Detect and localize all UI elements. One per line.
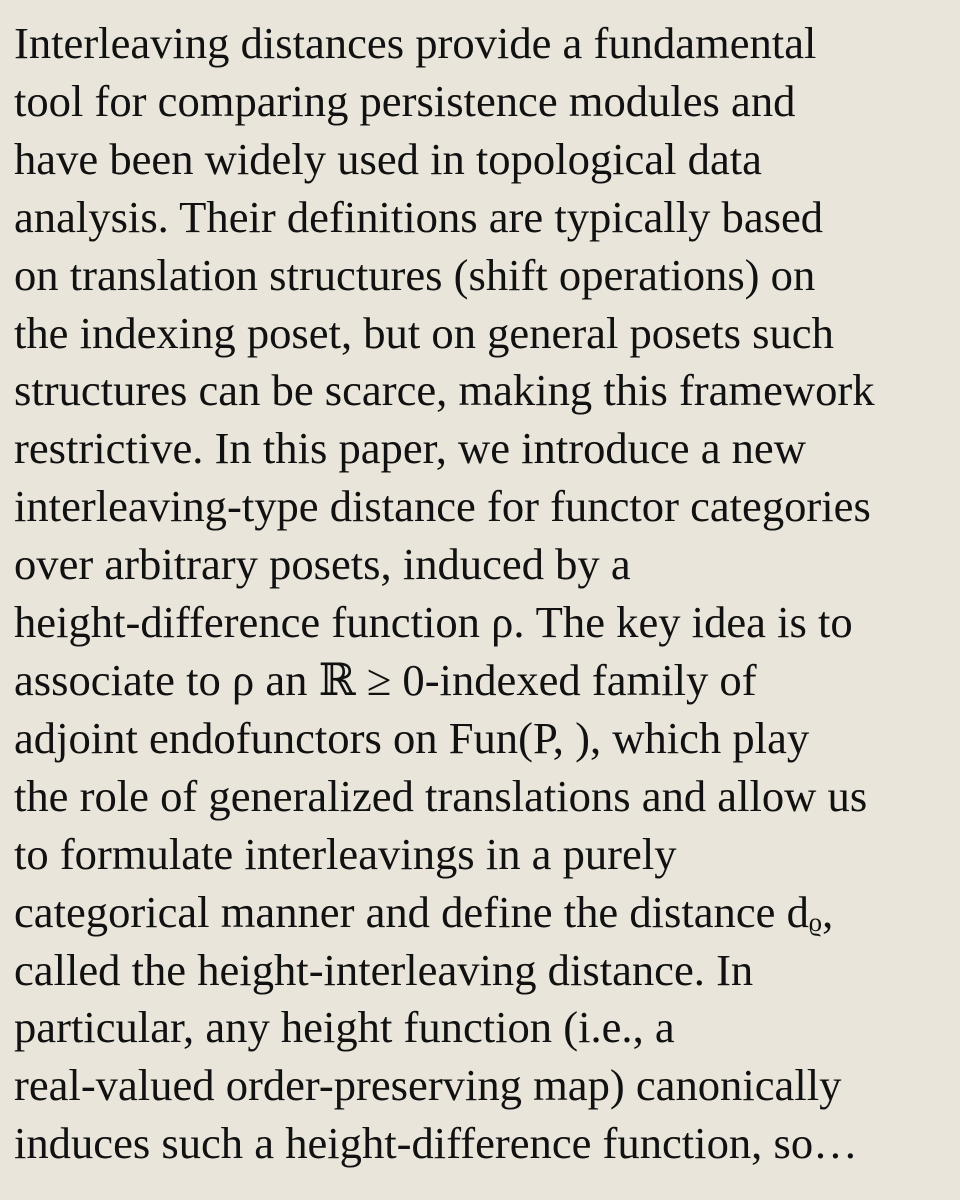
- abstract-line: particular, any height function (i.e., a: [14, 1002, 675, 1053]
- abstract-line: analysis. Their definitions are typically based: [14, 191, 824, 242]
- abstract-line: the role of generalized translations and allow us: [14, 770, 868, 821]
- abstract-line: induces such a height-difference function, so…: [14, 1118, 858, 1169]
- abstract-line: categorical manner and define the distance dᵨ,: [14, 886, 834, 937]
- abstract-line: real-valued order-preserving map) canonically: [14, 1060, 842, 1111]
- abstract-line: Interleaving distances provide a fundamental: [14, 18, 817, 68]
- abstract-line: over arbitrary posets, induced by a: [14, 539, 631, 590]
- abstract-line: on translation structures (shift operations) on: [14, 249, 816, 300]
- abstract-line: adjoint endofunctors on Fun(P, ), which play: [14, 712, 810, 763]
- abstract-line: structures can be scarce, making this framework: [14, 365, 875, 416]
- abstract-line: tool for comparing persistence modules and: [14, 75, 796, 126]
- abstract-line: have been widely used in topological data: [14, 133, 762, 184]
- abstract-line: called the height-interleaving distance. In: [14, 944, 754, 995]
- abstract-line: height-difference function ρ. The key idea is to: [14, 597, 853, 648]
- abstract-line: to formulate interleavings in a purely: [14, 828, 677, 879]
- abstract-line: the indexing poset, but on general posets such: [14, 307, 834, 358]
- abstract-text: [0, 15, 960, 1173]
- abstract-line: restrictive. In this paper, we introduce a new: [14, 423, 806, 474]
- abstract-line: associate to ρ an ℝ ≥ 0-indexed family of: [14, 654, 757, 705]
- abstract-line: interleaving-type distance for functor categories: [14, 481, 871, 532]
